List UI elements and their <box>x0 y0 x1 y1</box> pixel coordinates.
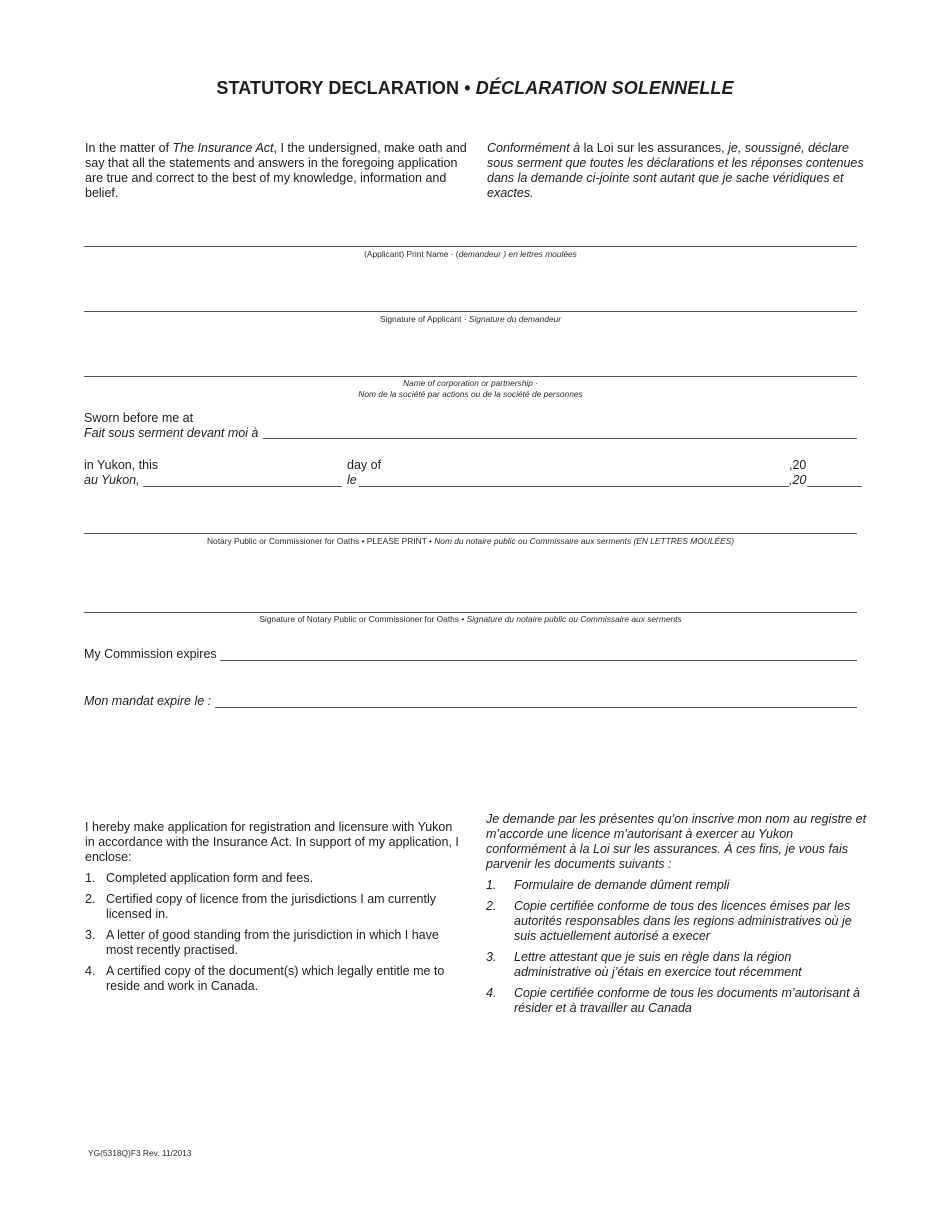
applicant-name-line[interactable] <box>84 246 857 247</box>
list-item <box>85 892 465 922</box>
corporation-caption-fr: Nom de la société par actions ou de la société de personnes <box>358 388 583 399</box>
list-item-text: Formulaire de demande dûment rempli <box>514 878 730 892</box>
list-item <box>486 986 868 1016</box>
mandat-expire-label: Mon mandat expire le : <box>84 694 212 708</box>
year-label-en: ,20 <box>789 458 807 472</box>
application-en-intro: I hereby make application for registration and licensure with Yukon in accordance with the Insurance Act. In support of my application, I enclose: <box>85 820 459 864</box>
corporation-line[interactable] <box>84 376 857 377</box>
notary-name-caption <box>84 536 857 547</box>
form-code: YG(5318Q)F3 Rev. 11/2013 <box>88 1148 192 1158</box>
list-item-text: Certified copy of licence from the jurisdictions I am currently licensed in. <box>106 892 436 921</box>
declaration-fr-post: je, soussigné, déclare sous serment que toutes les déclarations et les réponses contenues dans la demande ci-jointe sont autant que je sache véridiques et exactes. <box>487 141 864 200</box>
day-of-label-en: day of <box>347 458 382 472</box>
list-item-text: A letter of good standing from the jurisdiction in which I have most recently practised. <box>106 928 439 957</box>
list-item <box>85 871 465 886</box>
list-item-number: 1. <box>486 878 497 892</box>
page-title <box>0 78 950 99</box>
list-item-text: Lettre attestant que je suis en règle dans la région administrative où j’étais en exercice tout récemment <box>514 950 802 979</box>
notary-signature-caption-fr: Signature du notaire public ou Commissaire aux serments <box>466 614 682 624</box>
list-item-number: 4. <box>486 986 497 1000</box>
month-line[interactable] <box>359 486 789 487</box>
sworn-label-en: Sworn before me at <box>84 411 194 425</box>
declaration-en-post: , I the undersigned, make oath and say that all the statements and answers in the foregoing application are true and correct to the best of my knowledge, information and belief. <box>85 141 467 200</box>
declaration-en-act: The Insurance Act <box>172 141 274 155</box>
list-item-number: 3. <box>85 928 96 942</box>
list-item <box>486 950 868 980</box>
year-line[interactable] <box>807 486 862 487</box>
application-fr-intro: Je demande par les présentes qu’on inscrive mon nom au registre et m’accorde une licence m’autorisant à exercer au Yukon conformément à la Loi sur les assurances. À ces fins, je vous fais parvenir les documents suivants : <box>486 812 867 871</box>
list-item-text: Copie certifiée conforme de tous des licences émises par les autorités responsables dans les regions administratives où je suis actuellement autorisé a execer <box>514 899 852 943</box>
mandat-expire-line[interactable] <box>215 707 857 708</box>
list-item-text: Copie certifiée conforme de tous les documents m’autorisant à résider et à travailler au Canada <box>514 986 861 1015</box>
corporation-caption <box>84 378 857 399</box>
applicant-signature-caption-fr: Signature du demandeur <box>468 314 562 324</box>
commission-expires-line[interactable] <box>220 660 857 661</box>
declaration-en <box>85 141 467 201</box>
notary-signature-caption <box>84 614 857 625</box>
list-item-number: 2. <box>486 899 497 913</box>
list-item-number: 4. <box>85 964 96 978</box>
applicant-name-caption-fr: demandeur ) en lettres moulées <box>458 249 577 259</box>
sworn-label-fr: Fait sous serment devant moi à <box>84 426 259 440</box>
list-item-text: Completed application form and fees. <box>106 871 314 885</box>
title-fr: DÉCLARATION SOLENNELLE <box>475 78 734 98</box>
list-item <box>85 928 465 958</box>
in-yukon-label-fr: au Yukon, <box>84 473 140 487</box>
notary-signature-line[interactable] <box>84 612 857 613</box>
application-fr <box>486 812 868 1022</box>
list-item <box>85 964 465 994</box>
applicant-name-caption <box>84 249 857 260</box>
declaration-fr-act: la Loi sur les assurances, <box>580 141 729 155</box>
title-en: STATUTORY DECLARATION <box>216 78 460 98</box>
declaration-fr-pre: Conformément à <box>487 141 581 155</box>
notary-signature-caption-en: Signature of Notary Public or Commissioner for Oaths • <box>259 614 467 624</box>
application-en <box>85 820 465 1000</box>
day-line[interactable] <box>143 486 342 487</box>
title-separator: • <box>464 78 471 98</box>
application-fr-list <box>486 878 868 1016</box>
list-item-number: 2. <box>85 892 96 906</box>
list-item-number: 1. <box>85 871 96 885</box>
applicant-signature-caption <box>84 314 857 325</box>
notary-name-caption-fr: Nom du notaire public ou Commissaire aux serments (EN LETTRES MOULÉES) <box>434 536 734 546</box>
sworn-location-line[interactable] <box>263 438 857 439</box>
year-label-fr: ,20 <box>789 473 807 487</box>
list-item <box>486 899 868 944</box>
day-of-label-fr: le <box>347 473 357 487</box>
list-item-text: A certified copy of the document(s) which legally entitle me to reside and work in Canada. <box>106 964 445 993</box>
notary-name-caption-en: Notary Public or Commissioner for Oaths • PLEASE PRINT • <box>206 536 435 546</box>
in-yukon-label-en: in Yukon, this <box>84 458 159 472</box>
commission-expires-label: My Commission expires <box>84 647 217 661</box>
list-item-number: 3. <box>486 950 497 964</box>
declaration-en-pre: In the matter of <box>85 141 173 155</box>
notary-name-line[interactable] <box>84 533 857 534</box>
application-en-list <box>85 871 465 994</box>
corporation-caption-en: Name of corporation or partnership · <box>403 378 538 388</box>
declaration-fr <box>487 141 867 201</box>
list-item <box>486 878 868 893</box>
applicant-name-caption-en: (Applicant) Print Name · ( <box>364 249 459 259</box>
applicant-signature-line[interactable] <box>84 311 857 312</box>
applicant-signature-caption-en: Signature of Applicant · <box>379 314 469 324</box>
